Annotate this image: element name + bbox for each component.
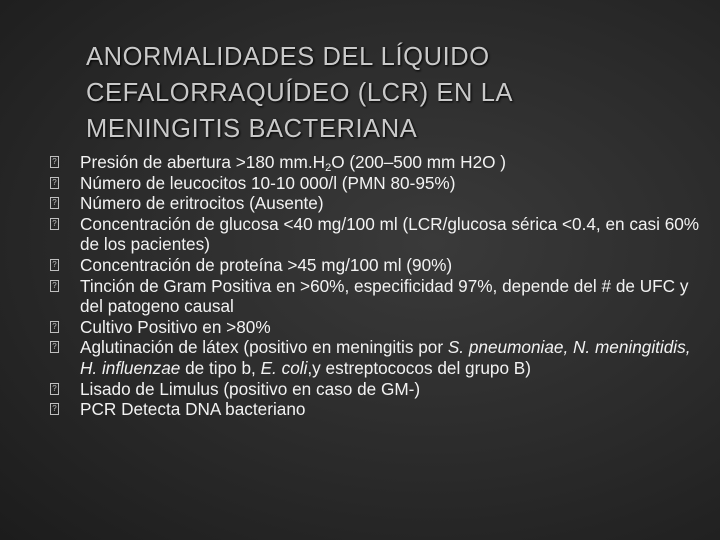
bullet-item: [48, 379, 708, 400]
bullet-list: [48, 152, 708, 420]
missing-glyph-box-icon: [50, 197, 59, 209]
bullet-text: PCR Detecta DNA bacteriano: [80, 399, 306, 420]
missing-glyph-box-icon: [50, 280, 59, 292]
bullet-text: Lisado de Limulus (positivo en caso de GM-): [80, 378, 421, 399]
bullet-item: [48, 276, 708, 317]
bullet-item: [48, 255, 708, 276]
organism-name: E. coli: [260, 357, 308, 378]
bullet-item: [48, 152, 708, 173]
subscript: 2: [325, 162, 332, 174]
title-line-3: MENINGITIS BACTERIANA: [86, 115, 418, 144]
bullet-item: [48, 337, 708, 378]
bullet-text: Aglutinación de látex (positivo en meningitis por: [80, 337, 448, 358]
bullet-text: Número de leucocitos 10-10 000/l (PMN 80-95%): [80, 172, 456, 193]
title-line-1: ANORMALIDADES DEL LÍQUIDO: [86, 43, 490, 72]
bullet-text: de tipo b,: [180, 357, 261, 378]
bullet-text: Concentración de proteína >45 mg/100 ml (90%): [80, 254, 453, 275]
bullet-text: Tinción de Gram Positiva en >60%, especificidad 97%, depende del # de UFC y del patogeno causal: [80, 275, 689, 317]
bullet-text: Número de eritrocitos (Ausente): [80, 193, 324, 214]
bullet-text: Presión de abertura >180 mm.H: [80, 152, 326, 172]
missing-glyph-box-icon: [50, 218, 59, 230]
bullet-item: [48, 193, 708, 214]
slide-title: [86, 39, 686, 147]
bullet-text: Cultivo Positivo en >80%: [80, 316, 271, 337]
missing-glyph-box-icon: [50, 259, 59, 271]
bullet-text: O (200–500 mm H2O ): [331, 152, 506, 172]
missing-glyph-box-icon: [50, 321, 59, 333]
missing-glyph-box-icon: [50, 341, 59, 353]
bullet-item: [48, 399, 708, 420]
title-line-2: CEFALORRAQUÍDEO (LCR) EN LA: [86, 79, 514, 108]
missing-glyph-box-icon: [50, 403, 59, 415]
bullet-item: [48, 173, 708, 194]
bullet-item: [48, 214, 708, 255]
bullet-text: Concentración de glucosa <40 mg/100 ml (LCR/glucosa sérica <0.4, en casi 60% de los pacientes): [80, 213, 700, 255]
organism-names: S. pneumoniae, N. meningitidis, H. influenzae: [80, 337, 691, 378]
bullet-item: [48, 317, 708, 338]
missing-glyph-box-icon: [50, 383, 59, 395]
missing-glyph-box-icon: [50, 177, 59, 189]
bullet-text: ,y estreptococos del grupo B): [307, 357, 531, 378]
missing-glyph-box-icon: [50, 156, 59, 168]
